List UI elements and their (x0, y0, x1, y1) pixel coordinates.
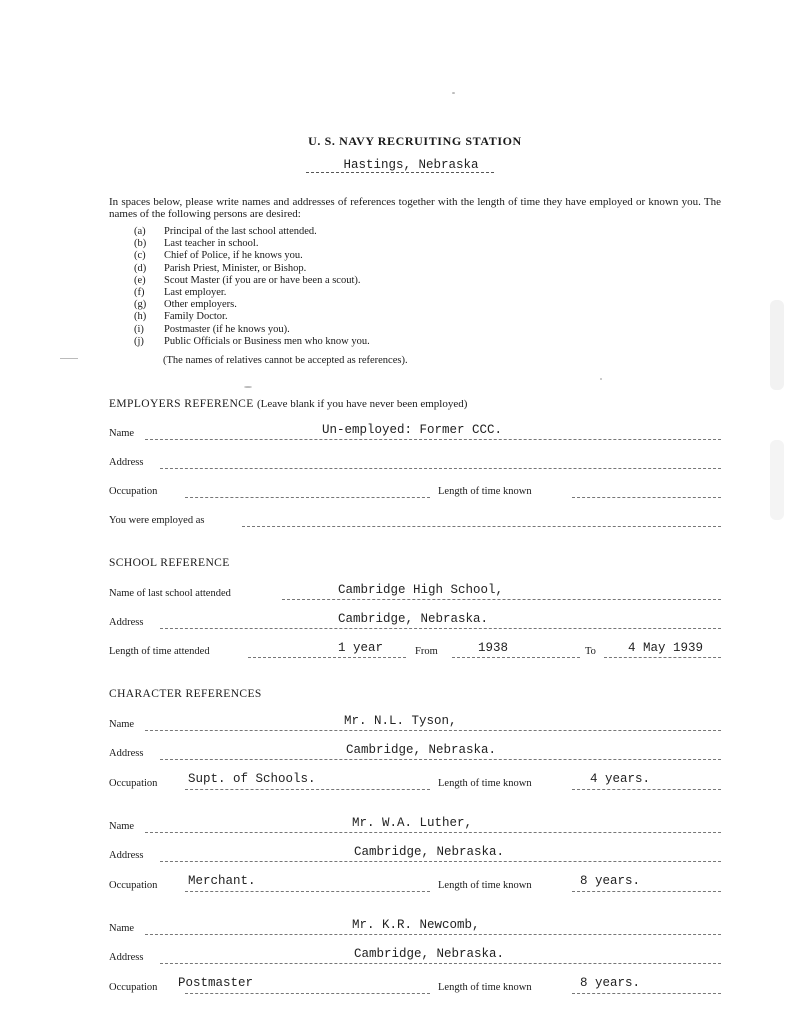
character-3-length-line[interactable] (572, 993, 721, 994)
list-item: (i) Postmaster (if he knows you). (134, 323, 290, 335)
employer-address-line[interactable] (160, 468, 721, 469)
employer-occupation-line[interactable] (185, 497, 430, 498)
scan-speck (600, 378, 602, 380)
instructions-paragraph: In spaces below, please write names and addresses of references together with the length of time they have employed or known you. The names of the following persons are desired: (109, 196, 721, 220)
school-to-line[interactable] (604, 657, 721, 658)
character-1-address-line[interactable] (160, 759, 721, 760)
character-2-occupation-line[interactable] (185, 891, 430, 892)
station-location (306, 158, 494, 172)
scan-speck (244, 386, 252, 388)
school-to-value: 4 May 1939 (628, 641, 704, 655)
character-3-address-value: Cambridge, Nebraska. (354, 947, 505, 961)
character-3-occupation-value: Postmaster (178, 976, 254, 990)
school-address-label: Address (109, 617, 144, 628)
school-name-line[interactable] (282, 599, 721, 600)
school-address-line[interactable] (160, 628, 721, 629)
character-1-address-label: Address (109, 748, 144, 759)
character-2-address-line[interactable] (160, 861, 721, 862)
school-from-line[interactable] (452, 657, 580, 658)
character-1-occupation-label: Occupation (109, 778, 158, 789)
station-location-text: Hastings, Nebraska (343, 158, 479, 172)
employer-length-line[interactable] (572, 497, 721, 498)
character-3-length-label: Length of time known (438, 982, 532, 993)
school-name-value: Cambridge High School, (338, 583, 504, 597)
character-2-occupation-value: Merchant. (188, 874, 256, 888)
character-2-length-value: 8 years. (580, 874, 641, 888)
character-3-name-line[interactable] (145, 934, 721, 935)
character-3-length-value: 8 years. (580, 976, 641, 990)
character-2-length-line[interactable] (572, 891, 721, 892)
scan-speck (770, 440, 784, 520)
school-reference-heading: SCHOOL REFERENCE (109, 557, 230, 569)
character-2-length-label: Length of time known (438, 880, 532, 891)
character-1-occupation-line[interactable] (185, 789, 430, 790)
school-from-label: From (415, 646, 438, 657)
list-item: (j) Public Officials or Business men who know you. (134, 335, 370, 347)
list-item: (d) Parish Priest, Minister, or Bishop. (134, 262, 307, 274)
scan-speck (60, 358, 78, 359)
school-length-line[interactable] (248, 657, 406, 658)
list-item: (g) Other employers. (134, 299, 237, 311)
character-2-name-label: Name (109, 821, 135, 832)
form-title: U. S. NAVY RECRUITING STATION (308, 134, 522, 148)
school-from-value: 1938 (478, 641, 509, 655)
list-item: (c) Chief of Police, if he knows you. (134, 250, 303, 262)
character-3-name-value: Mr. K.R. Newcomb, (352, 918, 480, 932)
list-item: (b) Last teacher in school. (134, 238, 259, 250)
character-1-length-label: Length of time known (438, 778, 532, 789)
character-3-name-label: Name (109, 923, 135, 934)
character-3-occupation-line[interactable] (185, 993, 430, 994)
character-1-length-line[interactable] (572, 789, 721, 790)
relatives-note: (The names of relatives cannot be accepted as references). (163, 355, 408, 366)
employer-name-label: Name (109, 428, 135, 439)
character-2-name-value: Mr. W.A. Luther, (352, 816, 473, 830)
character-1-name-label: Name (109, 719, 135, 730)
list-item: (h) Family Doctor. (134, 311, 228, 323)
employer-occupation-label: Occupation (109, 486, 158, 497)
character-3-occupation-label: Occupation (109, 982, 158, 993)
character-references-heading: CHARACTER REFERENCES (109, 688, 262, 700)
character-3-address-label: Address (109, 952, 144, 963)
character-2-address-label: Address (109, 850, 144, 861)
employer-address-label: Address (109, 457, 144, 468)
school-length-value: 1 year (338, 641, 384, 655)
character-2-name-line[interactable] (145, 832, 721, 833)
school-to-label: To (585, 646, 596, 657)
school-name-label: Name of last school attended (109, 588, 231, 599)
employer-length-label: Length of time known (438, 486, 532, 497)
character-2-address-value: Cambridge, Nebraska. (354, 845, 505, 859)
employed-as-line[interactable] (242, 526, 721, 527)
character-1-length-value: 4 years. (590, 772, 651, 786)
desired-references-list (134, 226, 370, 348)
character-1-occupation-value: Supt. of Schools. (188, 772, 316, 786)
list-item: (f) Last employer. (134, 287, 227, 299)
character-1-address-value: Cambridge, Nebraska. (346, 743, 497, 757)
list-item: (a) Principal of the last school attended. (134, 226, 317, 237)
employers-reference-heading: EMPLOYERS REFERENCE (Leave blank if you have never been employed) (109, 398, 468, 410)
scan-speck (770, 300, 784, 390)
scan-speck (452, 92, 455, 94)
character-2-occupation-label: Occupation (109, 880, 158, 891)
school-address-value: Cambridge, Nebraska. (338, 612, 489, 626)
employed-as-label: You were employed as (109, 515, 205, 526)
employer-name-value: Un-employed: Former CCC. (322, 423, 503, 437)
employer-name-line[interactable] (145, 439, 721, 440)
character-1-name-line[interactable] (145, 730, 721, 731)
character-3-address-line[interactable] (160, 963, 721, 964)
character-1-name-value: Mr. N.L. Tyson, (344, 714, 457, 728)
list-item: (e) Scout Master (if you are or have been a scout). (134, 274, 361, 286)
school-length-label: Length of time attended (109, 646, 210, 657)
